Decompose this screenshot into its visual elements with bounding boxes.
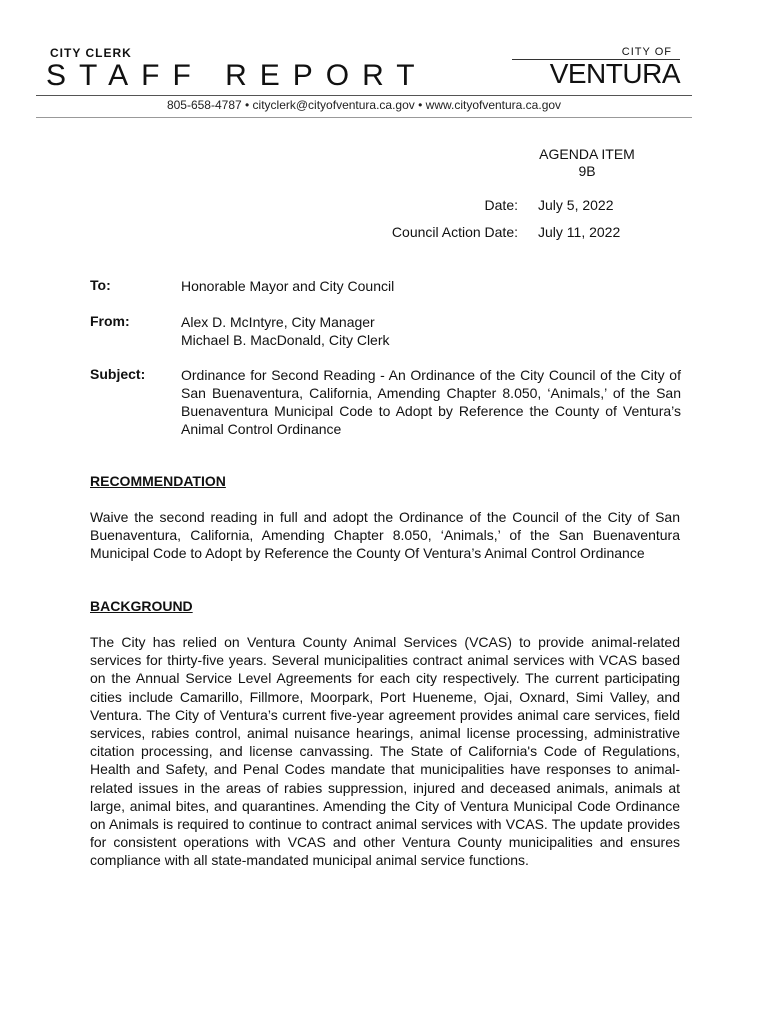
from-line: Alex D. McIntyre, City Manager	[181, 314, 375, 330]
background-text: The City has relied on Ventura County Animal Services (VCAS) to provide animal-related services for thirty-five years. Several municipalities contract animal services with VCAS based on the Annual Service Level Agreements for each city respectively. The current participating cities include Camarillo, Fillmore, Moorpark, Port Hueneme, Ojai, Oxnard, Simi Valley, and Ventura. The City of Ventura’s current five-year agreement provides animal care services, field services, rabies control, animal nuisance hearings, animal license processing, administrative citation processing, and license canvassing. The State of California's Code of Regulations, Health and Safety, and Penal Codes mandate that municipalities have responses to animal-related issues in the areas of rabies suppression, injured and deceased animals, animals at large, animal bites, and quarantines. Amending the City of Ventura Municipal Code Ordinance on Animals is required to continue to contract animal services with VCAS. The update provides for consistent operations with VCAS and other Ventura County municipalities and ensures compliance with all state-mandated municipal animal service functions.	[90, 634, 680, 869]
letterhead-divider-bottom	[36, 117, 692, 118]
letterhead-divider	[36, 95, 692, 96]
to-value: Honorable Mayor and City Council	[181, 278, 395, 294]
agenda-item-label: AGENDA ITEM	[539, 146, 635, 162]
background-heading: BACKGROUND	[90, 598, 193, 614]
department-name: CITY CLERK	[50, 46, 132, 60]
city-of-label: CITY OF	[621, 46, 672, 58]
contact-line: 805-658-4787 • cityclerk@cityofventura.ca.gov • www.cityofventura.ca.gov	[166, 98, 562, 112]
city-logo: VENTURA	[549, 58, 680, 89]
date-value: July 5, 2022	[538, 197, 614, 213]
subject-value: Ordinance for Second Reading - An Ordinance of the City Council of the City of San Buenaventura, California, Amending Chapter 8.050, ‘Animals,’ of the San Buenaventura Municipal Code to Adopt by Reference the County of Ventura’s Animal Control Ordinance	[181, 367, 681, 437]
from-value	[181, 313, 681, 349]
subject-label: Subject:	[90, 366, 146, 382]
agenda-item	[507, 146, 667, 180]
from-label: From:	[90, 313, 130, 329]
council-action-date-value: July 11, 2022	[538, 224, 621, 240]
recommendation-text: Waive the second reading in full and adopt the Ordinance of the Council of the City of San Buenaventura, California, Amending Chapter 8.050, ‘Animals,’ of the San Buenaventura Municipal Code to Adopt by Reference the County Of Ventura’s Animal Control Ordinance	[90, 509, 680, 562]
council-action-date-label: Council Action Date:	[391, 224, 518, 240]
recommendation-heading: RECOMMENDATION	[90, 473, 226, 489]
letterhead	[36, 44, 692, 124]
from-line: Michael B. MacDonald, City Clerk	[181, 332, 390, 348]
report-title: STAFF REPORT	[46, 59, 428, 92]
agenda-item-number: 9B	[578, 163, 596, 179]
date-label: Date:	[484, 197, 518, 213]
to-label: To:	[90, 277, 111, 293]
